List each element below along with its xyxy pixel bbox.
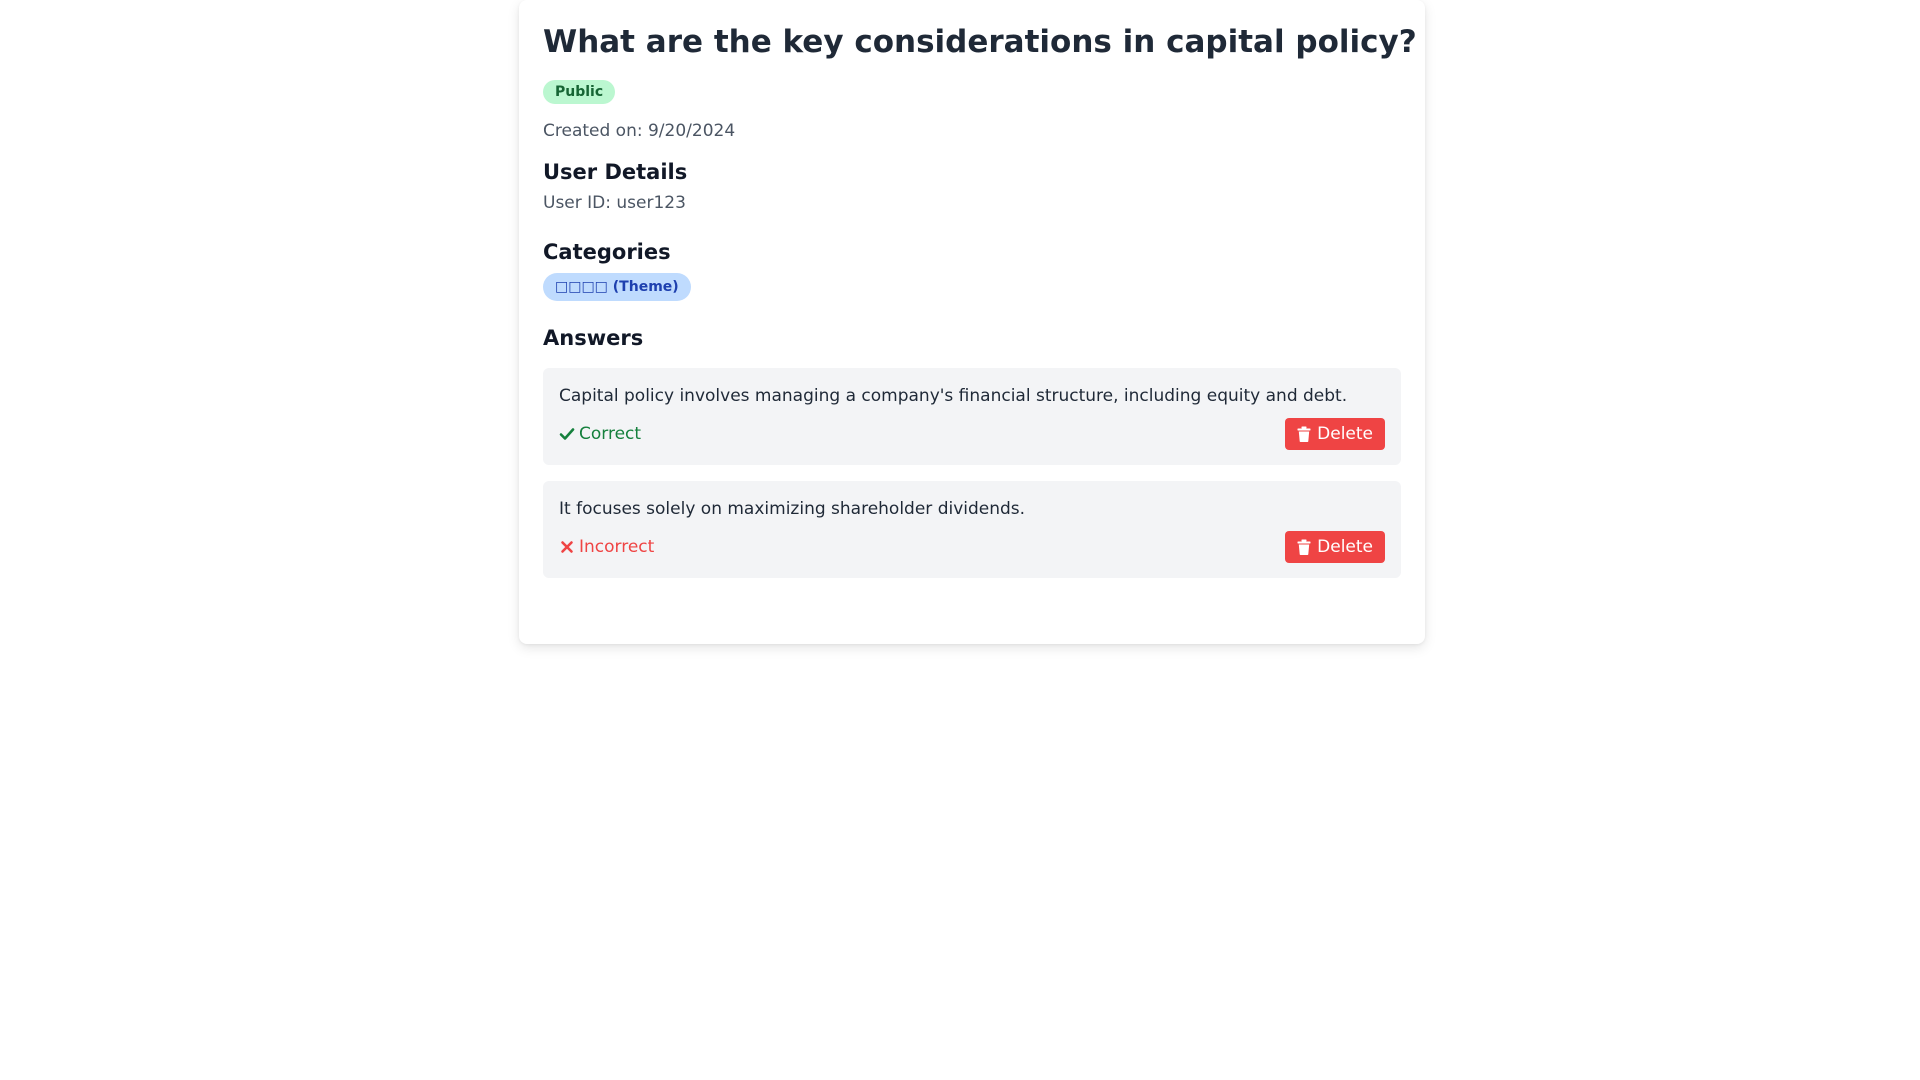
answer-status-label: Correct bbox=[579, 424, 642, 444]
visibility-badge: Public bbox=[543, 80, 615, 104]
answer-status-label: Incorrect bbox=[579, 537, 655, 557]
x-icon bbox=[559, 539, 575, 555]
answer-status bbox=[559, 535, 654, 559]
delete-label: Delete bbox=[1317, 537, 1373, 557]
delete-label: Delete bbox=[1317, 424, 1373, 444]
trash-icon bbox=[1297, 426, 1311, 442]
answer-item bbox=[543, 481, 1401, 578]
trash-icon bbox=[1297, 539, 1311, 555]
answers-heading: Answers bbox=[543, 326, 644, 350]
created-date: Created on: 9/20/2024 bbox=[543, 121, 736, 141]
answer-item bbox=[543, 368, 1401, 465]
delete-answer-button[interactable] bbox=[1285, 418, 1385, 450]
user-details-heading: User Details bbox=[543, 160, 688, 184]
question-title: What are the key considerations in capital policy? bbox=[543, 24, 1417, 60]
delete-answer-button[interactable] bbox=[1285, 531, 1385, 563]
answer-text: Capital policy involves managing a company's financial structure, including equity and debt. bbox=[559, 386, 1348, 406]
question-card bbox=[519, 0, 1425, 644]
categories-heading: Categories bbox=[543, 240, 671, 264]
category-badge: □□□□ (Theme) bbox=[543, 273, 691, 301]
check-icon bbox=[559, 426, 575, 442]
answers-list bbox=[543, 368, 1401, 578]
answer-text: It focuses solely on maximizing shareholder dividends. bbox=[559, 499, 1026, 519]
user-id: User ID: user123 bbox=[543, 193, 686, 213]
answer-status bbox=[559, 422, 641, 446]
